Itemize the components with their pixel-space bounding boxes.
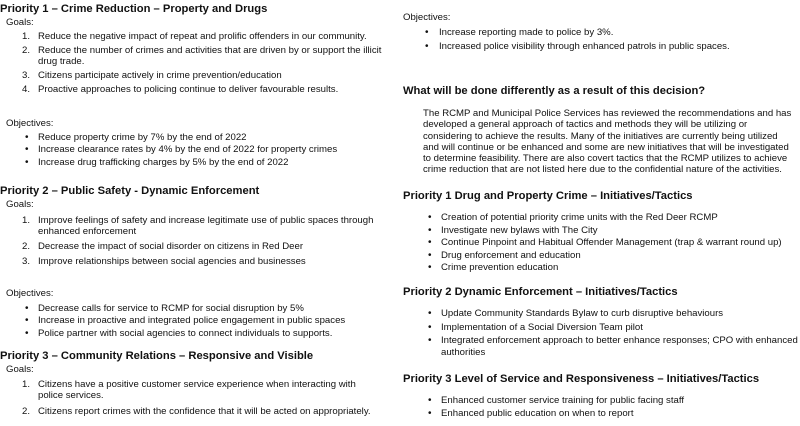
tactics-priority-1-title: Priority 1 Drug and Property Crime – Initiatives/Tactics [403,190,693,202]
priority-1-section [0,2,395,96]
priority-1-title: Priority 1 – Crime Reduction – Property and Drugs [0,3,268,15]
tactic-item: • Implementation of a Social Diversion Team pilot [403,322,800,335]
tactic-item: • Creation of potential priority crime units with the Red Deer RCMP [403,212,800,225]
priority-1-goals-label: Goals: [6,17,34,28]
tactics-priority-1 [403,189,800,275]
goal-item: 4. Proactive approaches to policing continue to deliver favourable results. [22,84,339,96]
priority-3-objectives-list [403,27,800,54]
priority-2-objectives [0,288,395,340]
tactics-priority-1-list [403,212,800,275]
tactic-item: • Update Community Standards Bylaw to curb disruptive behaviours [403,308,800,321]
objective-item: • Increase in proactive and integrated police engagement in public spaces [0,315,395,328]
priority-3-goals-label: Goals: [6,364,34,375]
objective-item: • Increase clearance rates by 4% by the end of 2022 for property crimes [0,144,395,157]
objective-item: • Increased police visibility through enhanced patrols in public spaces. [403,41,800,54]
what-differently-section [403,84,800,176]
tactic-item: • Drug enforcement and education [403,250,800,263]
what-differently-title: What will be done differently as a result of this decision? [403,85,706,97]
tactics-priority-2-title: Priority 2 Dynamic Enforcement – Initiatives/Tactics [403,286,678,298]
tactics-priority-2 [403,285,800,358]
goal-item: 3. Improve relationships between social agencies and businesses [22,256,306,268]
priority-2-section [0,184,395,267]
priority-2-goals-list [0,215,395,268]
priority-2-goals-label: Goals: [6,199,34,210]
priority-1-objectives [0,118,395,169]
tactics-priority-3 [403,372,800,420]
tactics-priority-2-list [403,308,800,358]
objective-item: • Police partner with social agencies to connect individuals to supports. [0,328,395,341]
objective-item: • Reduce property crime by 7% by the end of 2022 [0,132,395,145]
priority-1-objectives-list [0,132,395,170]
tactic-item: • Continue Pinpoint and Habitual Offender Management (trap & warrant round up) [403,237,800,250]
priority-2-objectives-label: Objectives: [6,288,54,299]
goal-item: 1. Improve feelings of safety and increase legitimate use of public spaces through enhanced enforcement [22,214,374,237]
tactic-item: • Investigate new bylaws with The City [403,225,800,238]
priority-1-objectives-label: Objectives: [6,118,54,129]
tactics-priority-3-list [403,395,800,420]
objective-item: • Decrease calls for service to RCMP for social disruption by 5% [0,303,395,316]
priority-3-title: Priority 3 – Community Relations – Responsive and Visible [0,350,314,362]
objective-item: • Increase reporting made to police by 3%. [403,27,800,40]
goal-item: 1. Reduce the negative impact of repeat and prolific offenders in our community. [22,30,367,42]
priority-3-section [0,349,395,417]
priority-2-title: Priority 2 – Public Safety - Dynamic Enforcement [0,185,260,197]
objective-item: • Increase drug trafficking charges by 5% by the end of 2022 [0,157,395,170]
goal-item: 2. Reduce the number of crimes and activities that are driven by or support the illicit drug trade. [22,44,382,67]
tactic-item: • Integrated enforcement approach to better enhance responses; CPO with enhanced authorities [403,335,800,358]
goal-item: 2. Decrease the impact of social disorder on citizens in Red Deer [22,240,304,252]
tactic-item: • Crime prevention education [403,262,800,275]
tactic-item: • Enhanced customer service training for public facing staff [403,395,800,408]
priority-3-goals-list [0,379,395,418]
priority-1-goals-list [0,31,395,96]
priority-3-objectives-label: Objectives: [403,12,451,23]
goal-item: 2. Citizens report crimes with the confidence that it will be acted on appropriately. [22,405,371,417]
goal-item: 3. Citizens participate actively in crime prevention/education [22,70,282,82]
priority-2-objectives-list [0,303,395,341]
tactics-priority-3-title: Priority 3 Level of Service and Responsiveness – Initiatives/Tactics [403,373,760,385]
goal-item: 1. Citizens have a positive customer service experience when interacting with police services. [22,378,356,401]
what-differently-paragraph: The RCMP and Municipal Police Services has reviewed the recommendations and has developed a general approach of tactics and methods they will be utilizing or considering to achieve the results. Many of the initiatives are currently being utilized and will continue or be enhanced and some are new initiatives that will be investigated to determine feasibility. There are also covert tactics that the RCMP utilizes to achieve crime reduction that are not listed here due to the confidential nature of the activities. [423,108,792,176]
priority-3-objectives [403,12,800,54]
tactic-item: • Enhanced public education on when to report [403,408,800,421]
